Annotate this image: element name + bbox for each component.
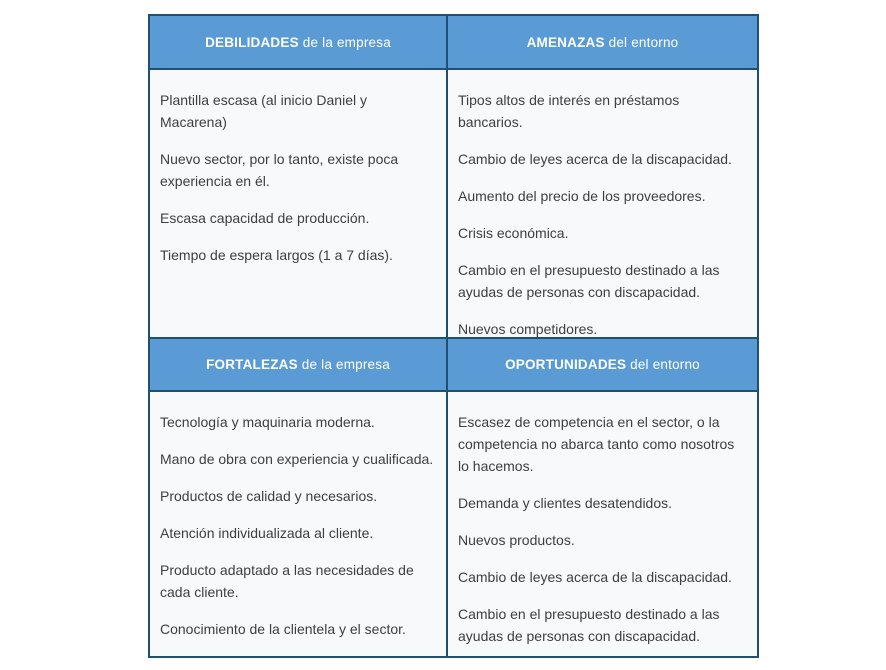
oportunidades-item: Nuevos productos. (458, 532, 575, 548)
cell-oportunidades (446, 390, 757, 656)
fortalezas-item: Atención individualizada al cliente. (160, 525, 374, 541)
header-debilidades-subtitle: de la empresa (298, 34, 391, 50)
oportunidades-item: Cambio de leyes acerca de la discapacidad. (458, 569, 732, 585)
amenazas-item: Nuevos competidores. (458, 321, 598, 337)
header-oportunidades-subtitle: del entorno (626, 357, 700, 372)
fortalezas-item: Conocimiento de la clientela y el sector. (160, 621, 406, 637)
cell-fortalezas (150, 390, 446, 656)
amenazas-item: Cambio de leyes acerca de la discapacidad. (458, 151, 732, 167)
debilidades-item: Escasa capacidad de producción. (160, 210, 370, 226)
fortalezas-item: Producto adaptado a las necesidades de cada cliente. (160, 562, 414, 600)
header-amenazas (446, 16, 757, 68)
header-debilidades (150, 16, 446, 68)
fortalezas-item: Productos de calidad y necesarios. (160, 488, 378, 504)
amenazas-item: Crisis económica. (458, 225, 569, 241)
oportunidades-item: Escasez de competencia en el sector, o la competencia no abarca tanto como nosotros lo hacemos. (458, 414, 735, 474)
fortalezas-item: Tecnología y maquinaria moderna. (160, 414, 375, 430)
header-amenazas-subtitle: del entorno (604, 34, 679, 50)
debilidades-item: Tiempo de espera largos (1 a 7 días). (160, 247, 393, 263)
header-fortalezas-title: FORTALEZAS (206, 357, 298, 372)
amenazas-item: Cambio en el presupuesto destinado a las ayudas de personas con discapacidad. (458, 262, 720, 300)
header-fortalezas (150, 337, 446, 390)
cell-debilidades (150, 68, 446, 337)
header-amenazas-title: AMENAZAS (526, 34, 605, 50)
header-fortalezas-subtitle: de la empresa (297, 357, 390, 372)
debilidades-item: Nuevo sector, por lo tanto, existe poca experiencia en él. (160, 151, 399, 189)
amenazas-item: Aumento del precio de los proveedores. (458, 188, 706, 204)
header-debilidades-title: DEBILIDADES (205, 34, 299, 50)
header-oportunidades-title: OPORTUNIDADES (505, 357, 627, 372)
debilidades-item: Plantilla escasa (al inicio Daniel y Macarena) (160, 92, 367, 130)
cell-amenazas (446, 68, 757, 337)
fortalezas-item: Mano de obra con experiencia y cualificada. (160, 451, 434, 467)
oportunidades-item: Cambio en el presupuesto destinado a las ayudas de personas con discapacidad. (458, 606, 720, 644)
header-oportunidades (446, 337, 757, 390)
oportunidades-item: Demanda y clientes desatendidos. (458, 495, 673, 511)
swot-dafo-table (148, 14, 759, 658)
amenazas-item: Tipos altos de interés en préstamos bancarios. (458, 92, 680, 130)
